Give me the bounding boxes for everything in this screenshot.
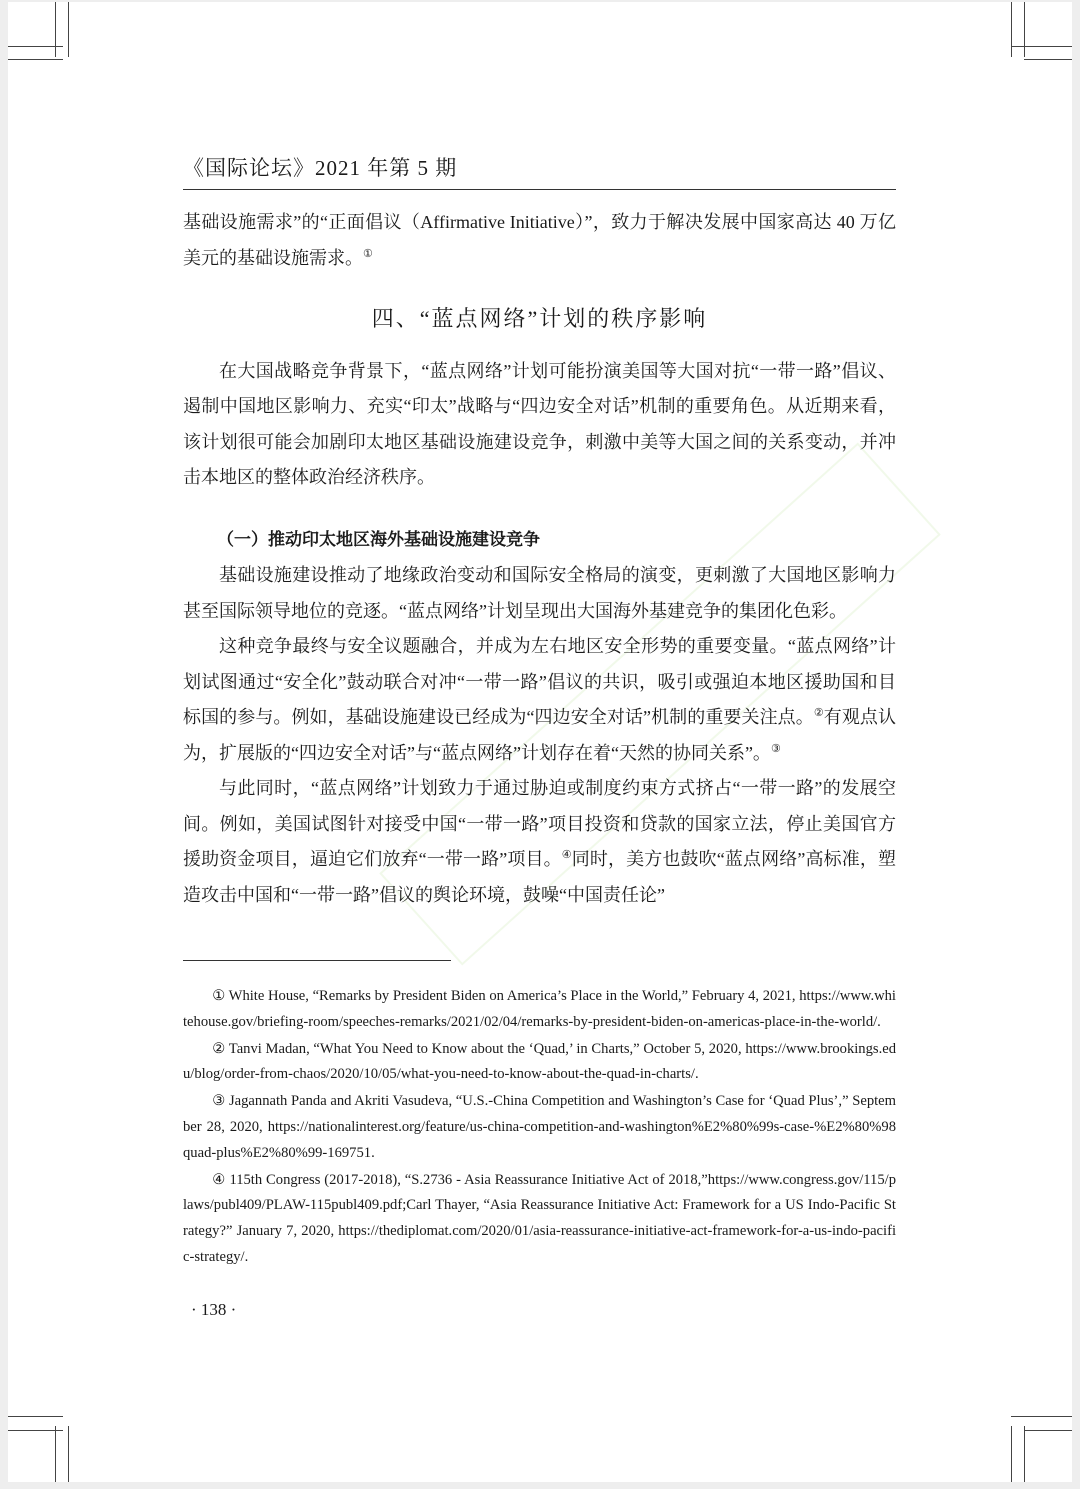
- footnote-rule: [183, 960, 451, 961]
- paragraph: 基础设施建设推动了地缘政治变动和国际安全格局的演变，更刺激了大国地区影响力甚至国际领导地位的竞逐。“蓝点网络”计划呈现出大国海外基建竞争的集团化色彩。: [183, 565, 896, 621]
- journal-header: 《国际论坛》2021 年第 5 期: [183, 156, 458, 180]
- paragraph-text: 基础设施需求”的“正面倡议（Affirmative Initiative）”，致力于解决发展中国家高达 40 万亿美元的基础设施需求。: [183, 212, 896, 268]
- paragraph: 在大国战略竞争背景下，“蓝点网络”计划可能扮演美国等大国对抗“一带一路”倡议、遏制中国地区影响力、充实“印太”战略与“四边安全对话”机制的重要角色。从近期来看，该计划很可能会加剧印太地区基础设施建设竞争，刺激中美等大国之间的关系变动，并冲击本地区的整体政治经济秩序。: [183, 360, 896, 487]
- footnote-ref[interactable]: ①: [363, 247, 373, 260]
- crop-mark: [55, 1426, 56, 1482]
- crop-mark: [1024, 2, 1025, 57]
- crop-mark: [1024, 1426, 1025, 1482]
- paragraph: [183, 771, 896, 913]
- header-rule: [183, 189, 896, 190]
- crop-mark: [1024, 59, 1072, 60]
- crop-mark: [1024, 1430, 1072, 1431]
- crop-mark: [1011, 2, 1012, 57]
- footnote-ref[interactable]: ④: [561, 849, 572, 861]
- footnote: ① White House, “Remarks by President Biden on America’s Place in the World,” February 4, 2021, https://www.whitehouse.gov/briefing-room/speeches-remarks/2021/02/04/remarks-by-president-biden-on-americas-place-in-the-world/.: [183, 988, 896, 1030]
- crop-mark: [68, 1426, 69, 1482]
- page-number: · 138 ·: [191, 1300, 237, 1319]
- document-page: [8, 2, 1072, 1482]
- crop-mark: [8, 1416, 63, 1417]
- crop-mark: [68, 2, 69, 57]
- footnote-ref[interactable]: ②: [813, 707, 824, 719]
- footnote: ② Tanvi Madan, “What You Need to Know about the ‘Quad,’ in Charts,” October 5, 2020, https://www.brookings.edu/blog/order-from-chaos/2020/10/05/what-you-need-to-know-about-the-quad-in-charts/.: [183, 1040, 896, 1083]
- paragraph: [183, 205, 896, 276]
- footnotes: [183, 984, 896, 1271]
- footnote: ③ Jagannath Panda and Akriti Vasudeva, “U.S.-China Competition and Washington’s Case for ‘Quad Plus’,” September 28, 2020, https://nationalinterest.org/feature/us-china-competition-and-washington%E2%80%99s-case-%E2%80%98quad-plus%E2%80%99-169751.: [183, 1093, 896, 1161]
- paragraph-text: 有观点认为，扩展版的“四边安全对话”与“蓝点网络”计划存在着“天然的协同关系”。: [183, 707, 897, 763]
- paragraph-text: 这种竞争最终与安全议题融合，并成为左右地区安全形势的重要变量。“蓝点网络”计划试图通过“安全化”鼓动联合对冲“一带一路”倡议的共识，吸引或强迫本地区援助国和目标国的参与。例如，基础设施建设已经成为“四边安全对话”机制的重要关注点。: [183, 636, 896, 727]
- paragraph: [183, 629, 896, 771]
- crop-mark: [8, 59, 63, 60]
- paragraph-text: 与此同时，“蓝点网络”计划致力于通过胁迫或制度约束方式挤占“一带一路”的发展空间。例如，美国试图针对接受中国“一带一路”项目投资和贷款的国家立法，停止美国官方援助资金项目，逼迫它们放弃“一带一路”项目。: [183, 778, 896, 869]
- footnote-ref[interactable]: ③: [770, 742, 781, 755]
- body-text: [183, 205, 896, 913]
- footnote: ④ 115th Congress (2017-2018), “S.2736 - Asia Reassurance Initiative Act of 2018,”https://www.congress.gov/115/plaws/publ409/PLAW-115publ409.pdf;Carl Thayer, “Asia Reassurance Initiative Act: Framework for a US Indo-Pacific Strategy?” January 7, 2020, https://thediplomat.com/2020/01/asia-reassurance-initiative-act-framework-for-a-us-indo-pacific-strategy/.: [183, 1171, 896, 1265]
- paragraph-text: 同时，美方也鼓吹“蓝点网络”高标准，塑造攻击中国和“一带一路”倡议的舆论环境，鼓噪“中国责任论”: [183, 849, 896, 905]
- section-title: 四、“蓝点网络”计划的秩序影响: [371, 306, 708, 331]
- crop-mark: [1011, 1426, 1012, 1482]
- crop-mark: [1011, 46, 1072, 47]
- subsection-title: （一）推动印太地区海外基础设施建设竞争: [217, 529, 540, 550]
- crop-mark: [55, 2, 56, 57]
- crop-mark: [1011, 1416, 1072, 1417]
